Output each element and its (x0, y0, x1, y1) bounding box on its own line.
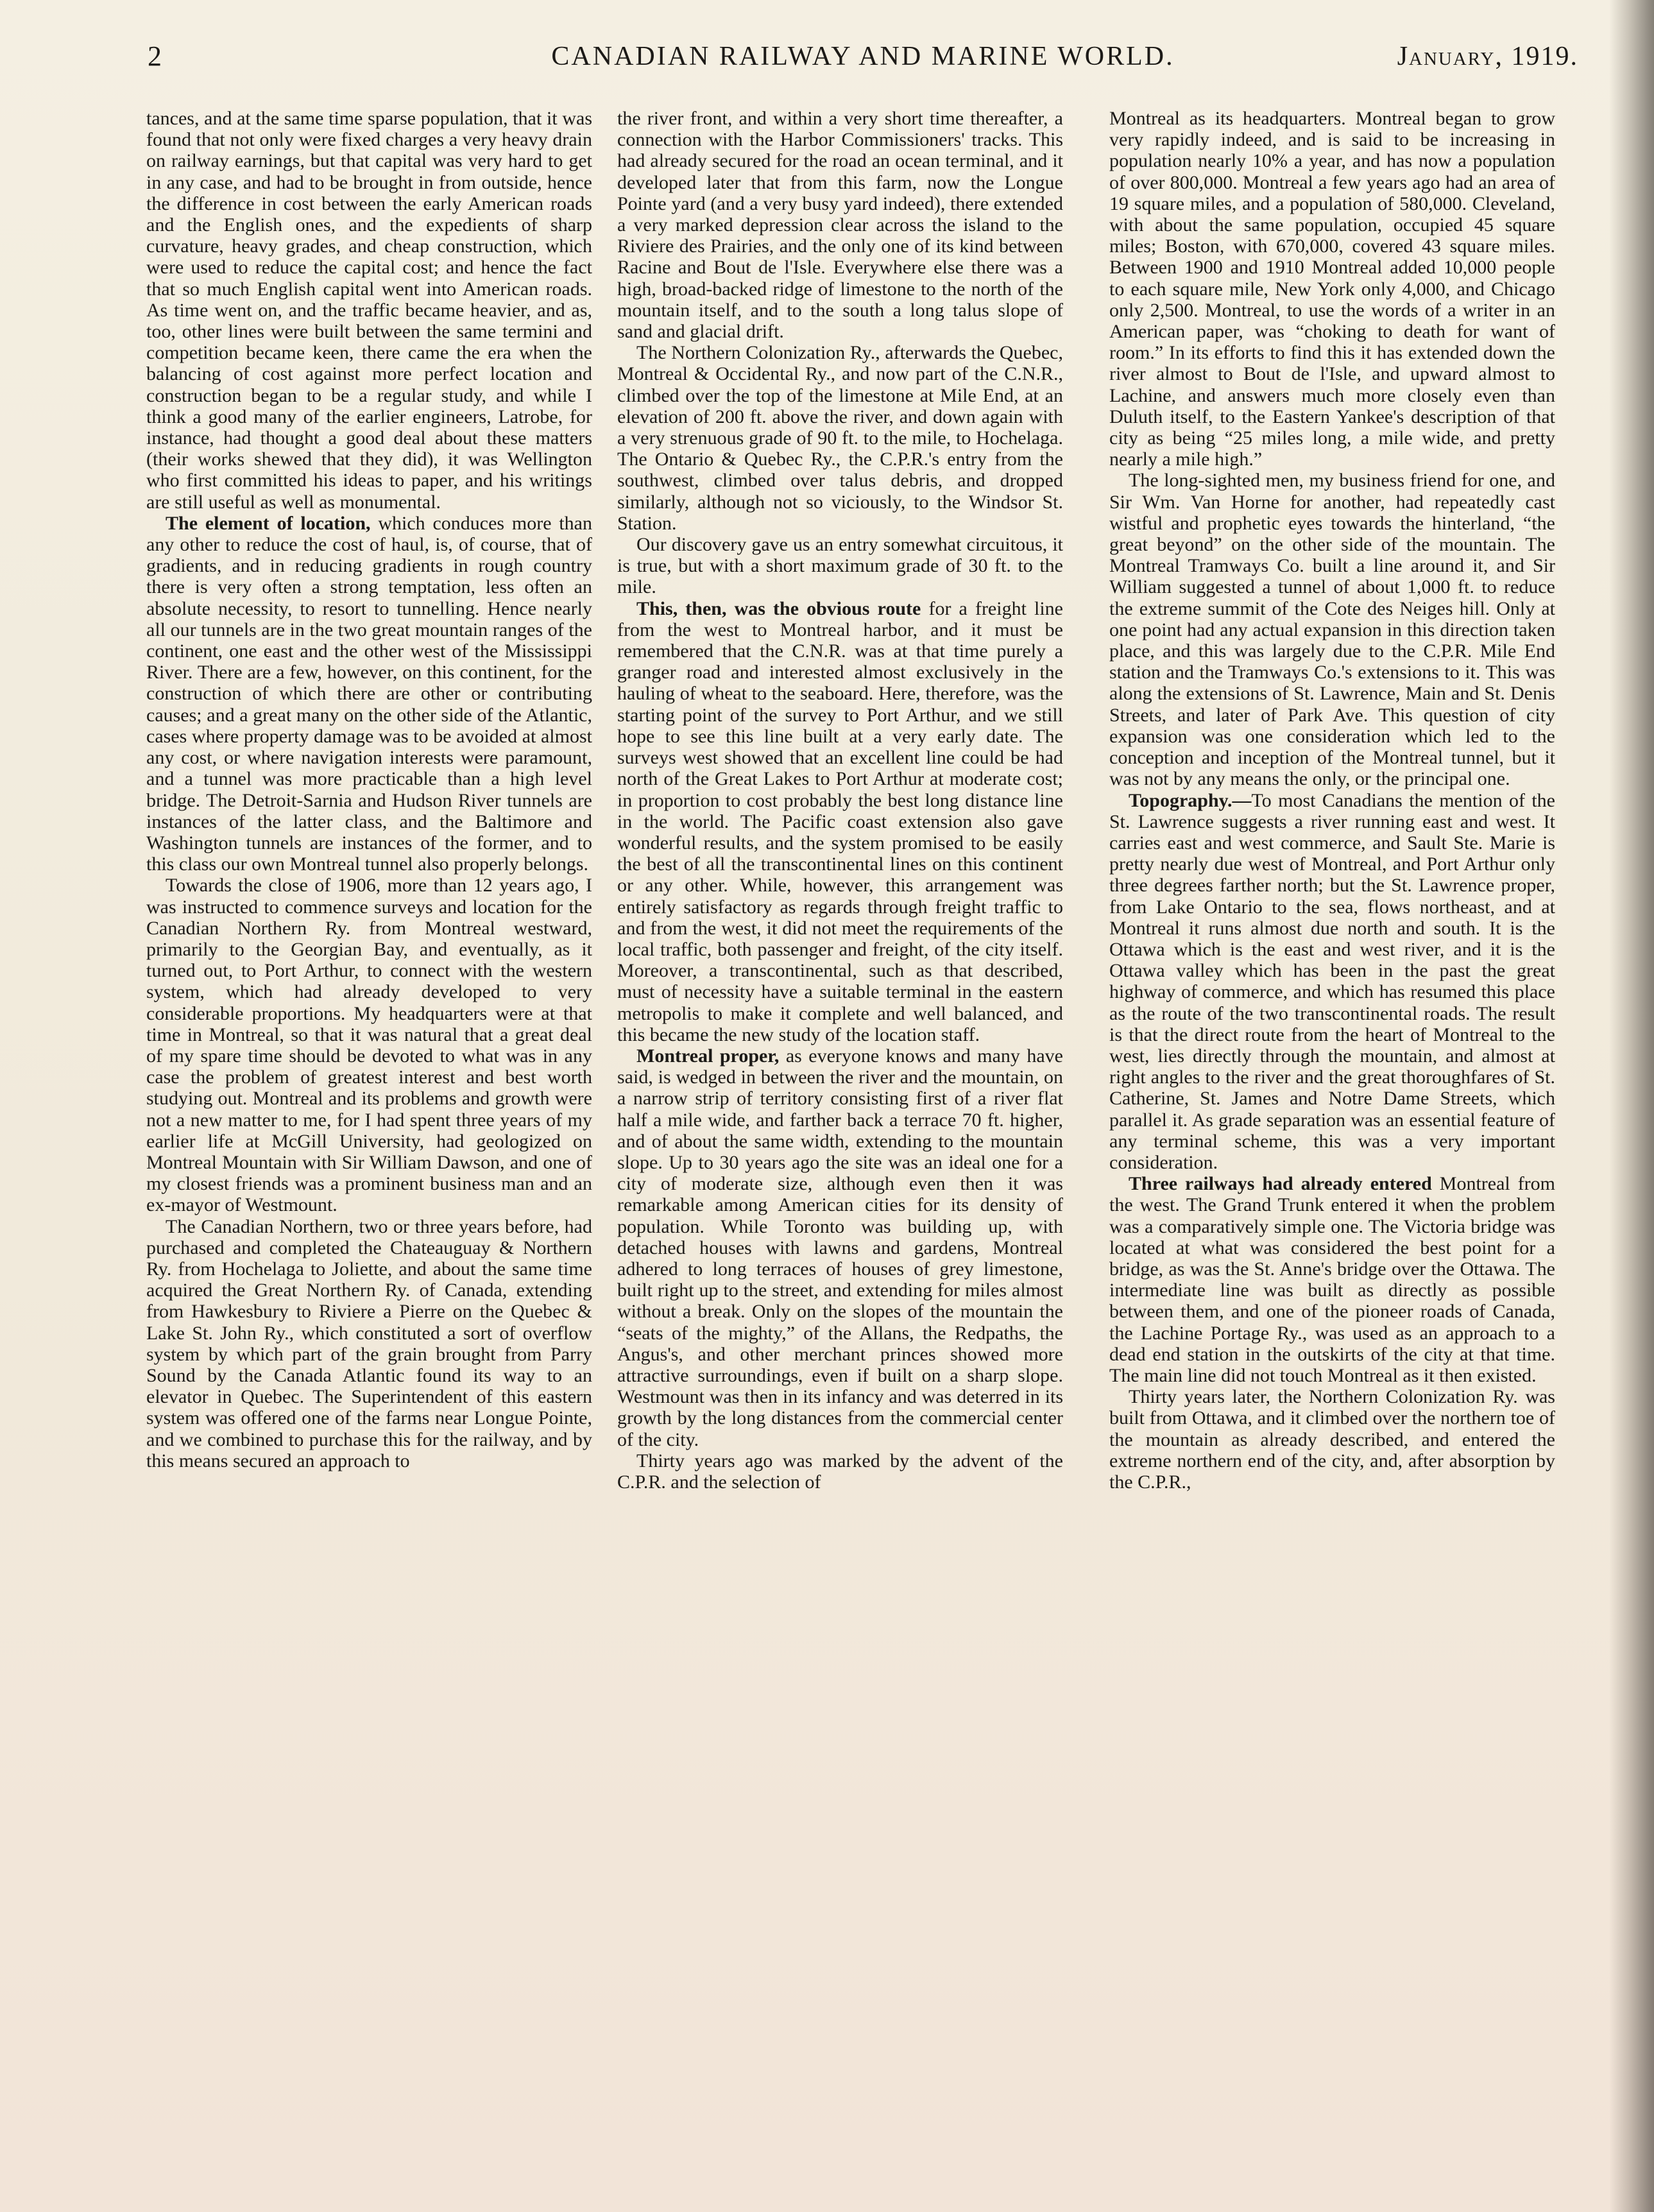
text-column-1 (146, 108, 592, 2116)
paragraph-lead-in: This, then, was the obvious route (636, 597, 921, 619)
paragraph: tances, and at the same time sparse population, that it was found that not only were fixed charges a very heavy drain on railway earnings, but that capital was very hard to get in any case, and had to be brought in from outside, hence the difference in cost between the early American roads and the English ones, and the expedients of sharp curvature, heavy grades, and cheap construction, which were used to reduce the capital cost; and hence the fact that so much English capital went into American roads. As time went on, and the traffic became heavier, and as, too, other lines were built between the same termini and competition became keen, there came the era when the balancing of cost against more perfect location and construction began to be a regular study, and while I think a good many of the earlier engineers, Latrobe, for instance, had thought a good deal about these matters (their works shewed that they did), it was Wellington who first committed his ideas to paper, and his writings are still useful as well as monumental. (146, 108, 592, 513)
paragraph: This, then, was the obvious route for a freight line from the west to Montreal harbor, and it must be remembered that the C.N.R. was at that time purely a granger road and interested almost exclusively in the hauling of wheat to the seaboard. Here, therefore, was the starting point of the survey to Port Arthur, and we still hope to see this line built at a very early date. The surveys west showed that an excellent line could be had north of the Great Lakes to Port Arthur at moderate cost; in proportion to cost probably the best long distance line in the world. The Pacific coast extension also gave wonderful results, and the system promised to be easily the best of all the transcontinental lines on this continent or any other. While, however, this arrangement was entirely satisfactory as regards through freight traffic to and from the west, it did not meet the requirements of the local traffic, both passenger and freight, of the city itself. Moreover, a transcontinental, such as that described, must of necessity have a suitable terminal in the eastern metropolis to make it complete and well balanced, and this became the new study of the location staff. (617, 597, 1063, 1045)
paragraph-lead-in: Montreal proper, (636, 1045, 780, 1067)
paragraph-lead-in: Topography.— (1129, 789, 1252, 811)
paragraph-lead-in: Three railways had already entered (1129, 1173, 1432, 1195)
paragraph: The element of location, which conduces more than any other to reduce the cost of haul, is, of course, that of gradients, and in reducing gradients in rough country there is very often a strong temptation, less often an absolute necessity, to resort to tunnelling. Hence nearly all our tunnels are in the two great mountain ranges of the continent, one east and the other west of the Mississippi River. There are a few, however, on this continent, for the construction of which there are other or contributing causes; and a great many on the other side of the Atlantic, cases where property damage was to be avoided at almost any cost, or where navigation interests were paramount, and a tunnel was more practicable than a high level bridge. The Detroit-Sarnia and Hudson River tunnels are instances of the latter class, and the Baltimore and Washington tunnels are instances of the former, and to this class our own Montreal tunnel also properly belongs. (146, 512, 592, 875)
paragraph: the river front, and within a very short time thereafter, a connection with the Harbor Commissioners' tracks. This had already secured for the road an ocean terminal, and it developed later that from this farm, now the Longue Pointe yard (and a very busy yard indeed), there extended a very marked depression clear across the island to the Riviere des Prairies, and the only one of its kind between Racine and Bout de l'Isle. Everywhere else there was a high, broad-backed ridge of limestone to the north of the mountain itself, and to the south a long talus slope of sand and glacial drift. (617, 108, 1063, 343)
paragraph: Three railways had already entered Montreal from the west. The Grand Trunk entered it when the problem was a comparatively simple one. The Victoria bridge was located at what was considered the best point for a bridge, as was the St. Anne's bridge over the Ottawa. The intermediate line was built as directly as possible between them, and one of the pioneer roads of Canada, the Lachine Portage Ry., was used as an approach to a dead end station in the outskirts of the city at that time. The main line did not touch Montreal as it then existed. (1109, 1173, 1555, 1386)
paragraph: Our discovery gave us an entry somewhat circuitous, it is true, but with a short maximum grade of 30 ft. to the mile. (617, 534, 1063, 598)
issue-date: January, 1919. (1397, 42, 1578, 71)
paragraph: Montreal as its headquarters. Montreal began to grow very rapidly indeed, and is said to be increasing in population nearly 10% a year, and has now a population of over 800,000. Montreal a few years ago had an area of 19 square miles, and a population of 580,000. Cleveland, with about the same population, occupied 45 square miles; Boston, with 670,000, covered 43 square miles. Between 1900 and 1910 Montreal added 10,000 people to each square mile, New York only 4,000, and Chicago only 2,500. Montreal, to use the words of a writer in an American paper, was “choking to death for want of room.” In its efforts to find this it has extended down the river almost to Bout de l'Isle, and upward almost to Lachine, and answers much more closely even than Duluth itself, to the Eastern Yankee's description of that city as being “25 miles long, a mile wide, and pretty nearly a mile high.” (1109, 108, 1555, 470)
text-column-2 (617, 108, 1063, 2116)
text-column-3 (1109, 108, 1555, 2116)
paragraph: The Northern Colonization Ry., afterwards the Quebec, Montreal & Occidental Ry., and now part of the C.N.R., climbed over the top of the limestone at Mile End, at an elevation of 200 ft. above the river, and down again with a very strenuous grade of 90 ft. to the mile, to Hochelaga. The Ontario & Quebec Ry., the C.P.R.'s entry from the southwest, climbed over talus debris, and dropped similarly, although not so viciously, to the Windsor St. Station. (617, 342, 1063, 534)
page-gutter-shadow (1609, 0, 1654, 2212)
paragraph: The long-sighted men, my business friend for one, and Sir Wm. Van Horne for another, had repeatedly cast wistful and prophetic eyes towards the hinterland, “the great beyond” on the other side of the mountain. The Montreal Tramways Co. built a line around it, and Sir William suggested a tunnel of about 1,000 ft. to reduce the extreme summit of the Cote des Neiges hill. Only at one point had any actual expansion in this direction taken place, and this was largely due to the C.P.R. Mile End station and the Tramways Co.'s extensions to it. This was along the extensions of St. Lawrence, Main and St. Denis Streets, and later of Park Ave. This question of city expansion was one consideration which led to the conception and inception of the Montreal tunnel, but it was not by any means the only, or the principal one. (1109, 470, 1555, 790)
paragraph: Towards the close of 1906, more than 12 years ago, I was instructed to commence surveys and location for the Canadian Northern Ry. from Montreal westward, primarily to the Georgian Bay, and eventually, as it turned out, to Port Arthur, to connect with the western system, which had already developed to very considerable proportions. My headquarters were at that time in Montreal, so that it was natural that a great deal of my spare time should be devoted to what was in any case the problem of greatest interest and best worth studying out. Montreal and its problems and growth were not a new matter to me, for I had spent three years of my earlier life at McGill University, had geologized on Montreal Mountain with Sir William Dawson, and one of my closest friends was a prominent business man and an ex-mayor of Westmount. (146, 875, 592, 1216)
page-header (148, 40, 1578, 85)
paragraph-lead-in: The element of location, (166, 512, 371, 534)
paragraph: Thirty years ago was marked by the advent of the C.P.R. and the selection of (617, 1450, 1063, 1493)
paragraph: The Canadian Northern, two or three years before, had purchased and completed the Chateauguay & Northern Ry. from Hochelaga to Joliette, and about the same time acquired the Great Northern Ry. of Canada, extending from Hawkesbury to Riviere a Pierre on the Quebec & Lake St. John Ry., which constituted a sort of overflow system by which part of the grain brought from Parry Sound by the Canada Atlantic found its way to an elevator in Quebec. The Superintendent of this eastern system was offered one of the farms near Longue Pointe, and we combined to purchase this for the railway, and by this means secured an approach to (146, 1215, 592, 1471)
paragraph: Montreal proper, as everyone knows and many have said, is wedged in between the river and the mountain, on a narrow strip of territory consisting first of a river flat half a mile wide, and farther back a terrace 70 ft. higher, and of about the same width, extending to the mountain slope. Up to 30 years ago the site was an ideal one for a city of moderate size, although even then it was remarkable among American cities for its density of population. While Toronto was building up, with detached houses with lawns and gardens, Montreal adhered to long terraces of houses of grey limestone, built right up to the street, and extending for miles almost without a break. Only on the slopes of the mountain the “seats of the mighty,” of the Allans, the Redpaths, the Angus's, and other merchant princes showed more attractive surroundings, even if built on a sharp slope. Westmount was then in its infancy and was deterred in its growth by the long distances from the commercial center of the city. (617, 1045, 1063, 1450)
paragraph: Thirty years later, the Northern Colonization Ry. was built from Ottawa, and it climbed over the northern toe of the mountain as already described, and entered the extreme northern end of the city, and, after absorption by the C.P.R., (1109, 1386, 1555, 1493)
journal-title: CANADIAN RAILWAY AND MARINE WORLD. (551, 42, 1175, 71)
paragraph: Topography.—To most Canadians the mention of the St. Lawrence suggests a river running east and west. It carries east and west commerce, and Sault Ste. Marie is pretty nearly due west of Montreal, and Port Arthur only three degrees farther north; but the St. Lawrence proper, from Lake Ontario to the sea, flows northeast, and at Montreal it runs almost due north and south. It is the Ottawa which is the east and west river, and it is the Ottawa valley which has been in the past the great highway of commerce, and which has resumed this place as the route of the two transcontinental roads. The result is that the direct route from the heart of Montreal to the west, lies directly through the mountain, and almost at right angles to the river and the great thoroughfares of St. Catherine, St. James and Notre Dame Streets, which parallel it. As grade separation was an essential feature of any terminal scheme, this was a very important consideration. (1109, 789, 1555, 1173)
page-number: 2 (148, 40, 162, 72)
